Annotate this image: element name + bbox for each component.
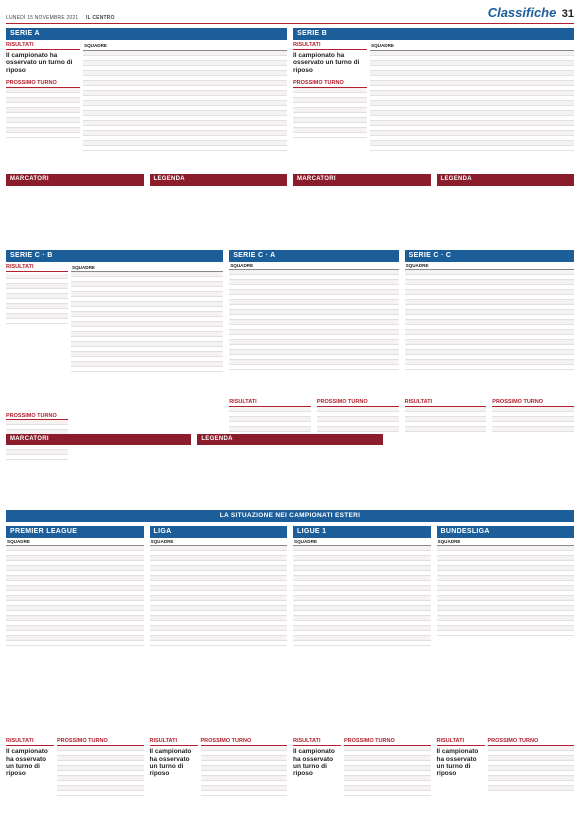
marcatori-a-text [6,186,144,246]
ligue1-standings [293,546,431,736]
serie-b-marcatori [293,174,431,245]
serie-a-marcatori [6,174,144,245]
serie-c-bottom-row [6,434,574,505]
serie-b-legenda [437,174,575,245]
legenda-a-title: LEGENDA [150,174,288,185]
premier-note: Il campionato ha osservato un turno di riposo [6,748,48,778]
serie-c-c-extra [405,399,574,432]
serie-c-a-results-cap: RISULTATI [229,399,311,407]
liga-results-cap: RISULTATI [150,738,198,746]
premier-title: PREMIER LEAGUE [6,526,144,538]
header-meta [6,15,115,21]
legenda-b-title: LEGENDA [437,174,575,185]
ligue1-next-cap: PROSSIMO TURNO [344,738,431,746]
page-header [6,4,574,24]
serie-c-c-standings [405,262,574,397]
premier-panel [6,526,144,807]
serie-a-results-cap: RISULTATI [6,42,80,50]
legenda-c-panel [197,434,382,505]
serie-c-b-squadre-head: SQUADRE [71,264,223,272]
legenda-c-text [197,445,382,505]
liga-bottom [150,736,288,806]
serie-a-next-cap: PROSSIMO TURNO [6,80,80,88]
serie-a-note: Il campionato ha osservato un turno di riposo [6,51,73,74]
serie-a-standings [83,42,287,172]
serie-b-panel [293,28,574,246]
serie-a-squadre-head: SQUADRE [83,42,287,50]
marcatori-c-panel [6,434,191,505]
foreign-row [6,526,574,807]
serie-c-a-squadre-head: SQUADRE [229,262,398,270]
serie-a-panel [6,28,287,246]
premier-results-cap: RISULTATI [6,738,54,746]
liga-note: Il campionato ha osservato un turno di riposo [149,748,192,778]
bundesliga-title: BUNDESLIGA [437,526,575,538]
marcatori-a-title: MARCATORI [6,174,144,185]
liga-title: LIGA [150,526,288,538]
legenda-c-title: LEGENDA [197,434,382,445]
bundesliga-standings [437,546,575,736]
liga-standings [150,546,288,736]
premier-standings [6,546,144,736]
liga-next-cap: PROSSIMO TURNO [201,738,288,746]
header-right [488,5,574,21]
serie-b-side [293,42,367,172]
serie-a-legenda [150,174,288,245]
serie-b-standings [370,42,574,172]
serie-c-c-squadre-head: SQUADRE [405,262,574,270]
ligue1-note: Il campionato ha osservato un turno di riposo [293,748,335,778]
serie-c-row [6,250,574,432]
header-date: LUNEDÌ 15 NOVEMBRE 2021 [6,15,79,21]
premier-squadre-head: SQUADRE [6,538,144,546]
section-title: Classifiche [487,4,557,20]
serie-c-a-next-cap: PROSSIMO TURNO [317,399,399,407]
serie-c-a-extra [229,399,398,432]
serie-a-extra [6,174,287,245]
serie-b-results-cap: RISULTATI [293,42,367,50]
serie-b-next-cap: PROSSIMO TURNO [293,80,367,88]
legenda-b-text [437,186,575,246]
serie-c-c-panel [405,250,574,432]
serie-c-b-next-cap: PROSSIMO TURNO [6,413,68,421]
serie-c-a-panel [229,250,398,432]
bundesliga-bottom [437,736,575,806]
premier-bottom [6,736,144,806]
marcatori-b-text [293,186,431,246]
serie-a-title: SERIE A [6,28,287,40]
legenda-a-text [150,186,288,246]
serie-b-body [293,40,574,172]
serie-b-title: SERIE B [293,28,574,40]
ligue1-panel [293,526,431,807]
bundesliga-note: Il campionato ha osservato un turno di riposo [436,748,479,778]
foreign-banner: LA SITUAZIONE NEI CAMPIONATI ESTERI [6,510,574,522]
serie-c-b-panel [6,250,223,432]
serie-c-c-results-cap: RISULTATI [405,399,487,407]
bundesliga-panel [437,526,575,807]
serie-c-b-side [6,263,68,419]
serie-b-note: Il campionato ha osservato un turno di riposo [293,51,360,74]
serie-c-c-title: SERIE C · C [405,250,574,262]
ligue1-title: LIGUE 1 [293,526,431,538]
serie-c-b-standings [71,264,223,397]
ligue1-squadre-head: SQUADRE [293,538,431,546]
premier-next-cap: PROSSIMO TURNO [57,738,144,746]
serie-b-squadre-head: SQUADRE [370,42,574,50]
serie-c-c-next-cap: PROSSIMO TURNO [492,399,574,407]
serie-a-body [6,40,287,172]
liga-panel [150,526,288,807]
serie-c-b-body [6,262,223,419]
header-paper: IL CENTRO [86,15,115,21]
marcatori-c-text [6,445,191,505]
serie-c-a-standings [229,262,398,397]
liga-squadre-head: SQUADRE [150,538,288,546]
page-number: 31 [561,7,574,20]
serie-c-a-title: SERIE C · A [229,250,398,262]
marcatori-c-title: MARCATORI [6,434,191,445]
serie-c-b-title: SERIE C · B [6,250,223,262]
serie-a-side [6,42,80,172]
bundesliga-squadre-head: SQUADRE [437,538,575,546]
serie-c-b-results-cap: RISULTATI [6,264,68,272]
ligue1-results-cap: RISULTATI [293,738,341,746]
bundesliga-next-cap: PROSSIMO TURNO [488,738,575,746]
marcatori-b-title: MARCATORI [293,174,431,185]
top-leagues-row [6,28,574,246]
ligue1-bottom [293,736,431,806]
serie-b-extra [293,174,574,245]
bundesliga-results-cap: RISULTATI [437,738,485,746]
